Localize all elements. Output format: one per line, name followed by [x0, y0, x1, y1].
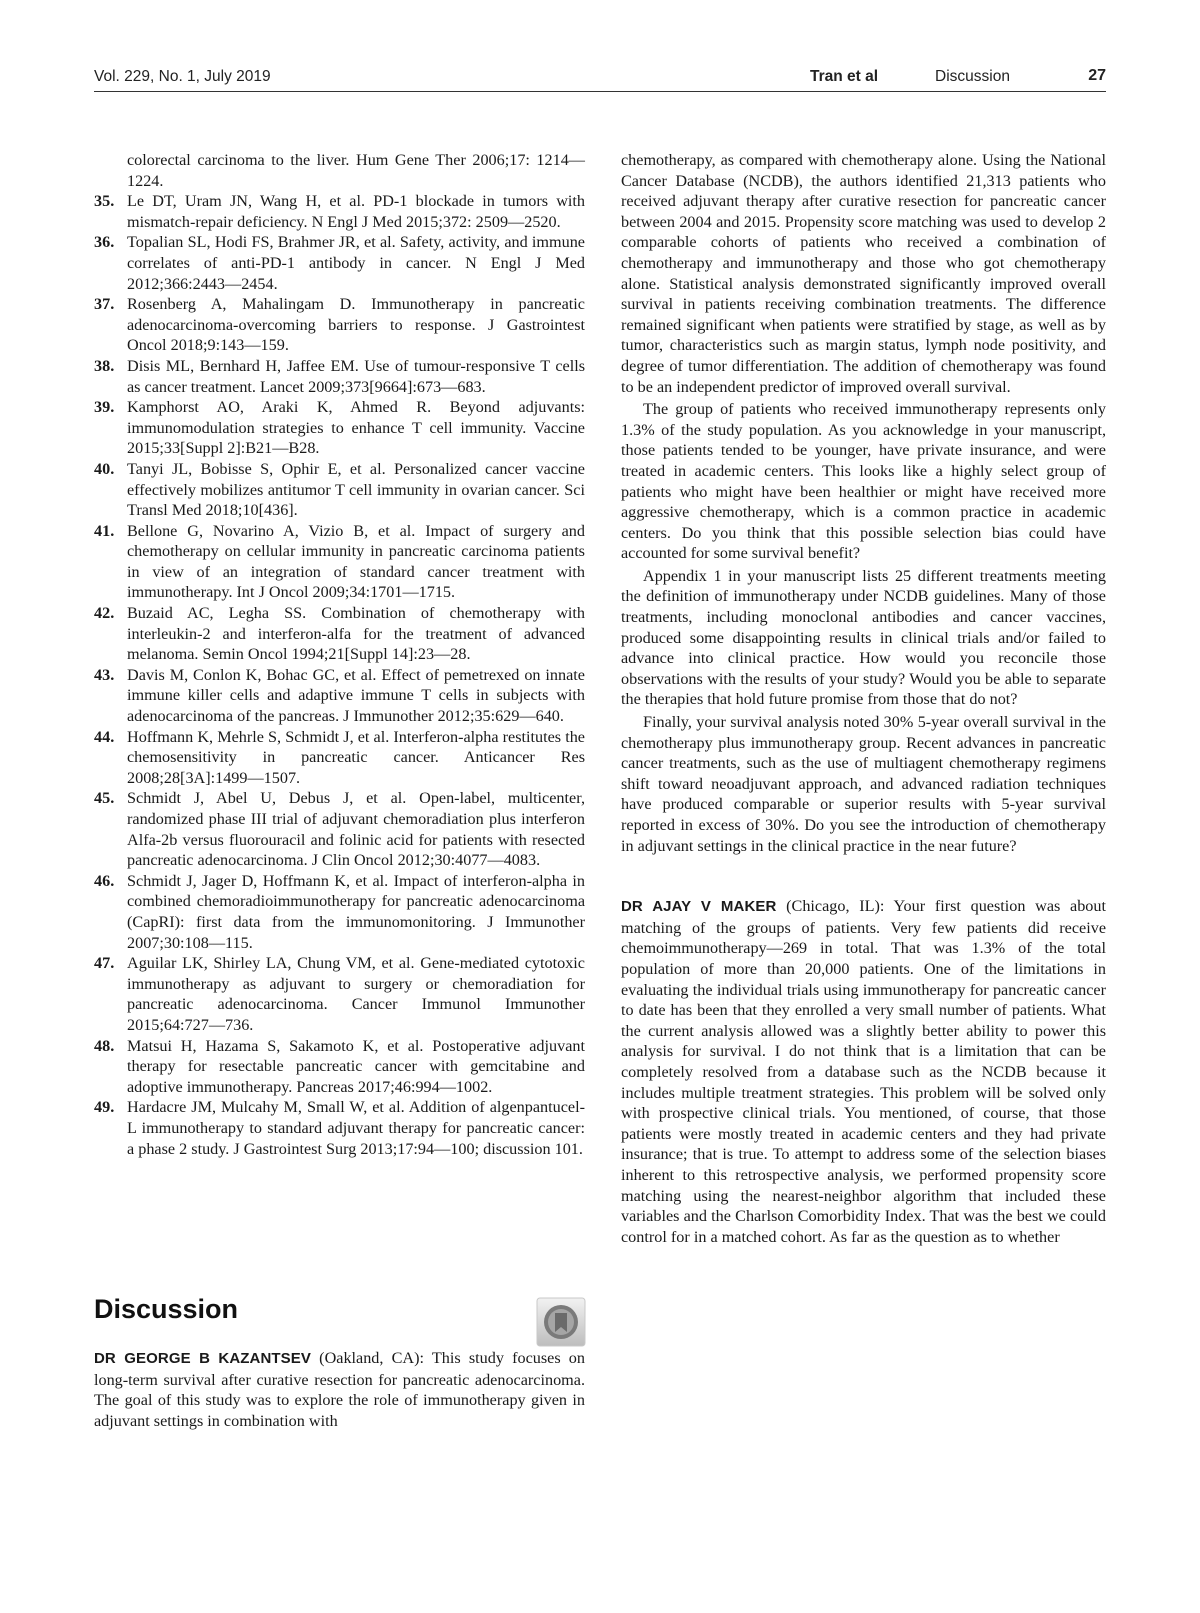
- reference-item: [94, 191, 585, 232]
- running-section: Discussion: [935, 68, 1010, 85]
- speaker-name: DR GEORGE B KAZANTSEV: [94, 1350, 311, 1367]
- reference-number: 35.: [94, 192, 115, 211]
- running-authors: Tran et al: [810, 68, 879, 85]
- discussion-paragraph: chemotherapy, as compared with chemotherapy alone. Using the National Cancer Database (NCDB), the authors identified 21,313 patients who received adjuvant therapy after curative resection for pancreatic cancer between 2004 and 2015. Propensity score matching was used to develop 2 comparable cohorts of patients who received a combination of chemotherapy and immunotherapy and those who got chemotherapy alone. Statistical analysis demonstrated significantly improved overall survival in patients receiving combination treatments. The difference remained significant when patients were stratified by stage, as well as by tumor, characteristics such as margin status, lymph node positivity, and degree of tumor differentiation. The addition of chemotherapy was found to be an independent predictor of improved overall survival.: [621, 151, 1106, 396]
- reference-item: [94, 294, 585, 356]
- reference-number: 40.: [94, 459, 115, 478]
- paragraph-spacer: [621, 856, 1106, 896]
- reference-text: Matsui H, Hazama S, Sakamoto K, et al. Postoperative adjuvant therapy for resectable pancreatic cancer with gemcitabine and adoptive immunotherapy. Pancreas 2017;46:994—1002.: [127, 1036, 585, 1096]
- discussion-paragraph: The group of patients who received immunotherapy represents only 1.3% of the study population. As you acknowledge in your manuscript, those patients tended to be younger, have private insurance, and were treated in academic centers. This looks like a highly select group of patients who might have been healthier or might have received more aggressive chemotherapy, which is a common practice in academic centers. Do you think that this possible selection bias could have accounted for some survival benefit?: [621, 400, 1106, 563]
- reference-text: Hardacre JM, Mulcahy M, Small W, et al. Addition of algenpantucel-L immunotherapy to standard adjuvant therapy for pancreatic cancer: a phase 2 study. J Gastrointest Surg 2013;17:94—100; discussion 101.: [127, 1098, 585, 1158]
- discussion-paragraph: Appendix 1 in your manuscript lists 25 different treatments meeting the definition of immunotherapy under NCDB guidelines. Many of those treatments, including monoclonal antibodies and cancer vaccines, produced some disappointing results in clinical trials and/or failed to advance into clinical practice. How would you reconcile those observations with the results of your study? Would you be able to separate the therapies that hold future promise from those that do not?: [621, 566, 1106, 709]
- reference-number: 45.: [94, 789, 115, 808]
- discussion-right-column: [621, 150, 1106, 1247]
- speaker-name: DR AJAY V MAKER: [621, 898, 777, 916]
- reference-text: Hoffmann K, Mehrle S, Schmidt J, et al. Interferon-alpha restitutes the chemosensitivity in pancreatic cancer. Anticancer Res 2008;28[3A]:1499—1507.: [127, 727, 585, 787]
- reference-number: 36.: [94, 233, 115, 252]
- reference-text: Bellone G, Novarino A, Vizio B, et al. Impact of surgery and chemotherapy on cellular immunity in pancreatic carcinoma patients in view of an integration of standard cancer treatment with immunotherapy. Int J Oncol 2009;34:1701—1715.: [127, 521, 585, 602]
- running-header: [94, 64, 1106, 92]
- reference-item: [94, 603, 585, 665]
- reference-number: 39.: [94, 398, 115, 417]
- reference-item: [94, 356, 585, 397]
- discussion-left-text: [94, 1348, 585, 1431]
- reference-item: [94, 459, 585, 521]
- reference-item: [94, 232, 585, 294]
- speaker-remarks: (Oakland, CA): This study focuses on long-term survival after curative resection for pancreatic adenocarcinoma. The goal of this study was to explore the role of immunotherapy given in adjuvant settings in combination with: [94, 1349, 585, 1430]
- reference-text: Le DT, Uram JN, Wang H, et al. PD-1 blockade in tumors with mismatch-repair deficiency. N Engl J Med 2015;372: 2509—2520.: [127, 192, 585, 231]
- reference-number: 46.: [94, 871, 115, 890]
- speaker-remarks: (Chicago, IL): Your first question was about matching of the groups of patients. Very few patients did receive chemoimmunotherapy—269 in total. That was 1.3% of the total population of more than 20,000 patients. One of the limitations in evaluating the individual trials using immunotherapy for pancreatic cancer to date has been that they enrolled a very small number of patients. What the current analysis allowed was a slightly better ability to power this analysis for survival. I do not think that is a limitation that can be completely resolved from a database such as the NCDB because it includes multiple treatment strategies. This problem will be solved only with prospective clinical trials. You mentioned, of course, that those patients were mostly treated in academic centers and they had private insurance; that is true. To attempt to address some of the selection biases inherent to this retrospective analysis, we performed propensity score matching using the nearest-neighbor algorithm that included these variables and the Charlson Comorbidity Index. That was the best we could control for in a matched cohort. As far as the question as to whether: [621, 897, 1106, 1246]
- reference-text: Disis ML, Bernhard H, Jaffee EM. Use of tumour-responsive T cells as cancer treatment. Lancet 2009;373[9664]:673—683.: [127, 356, 585, 396]
- reference-text: Tanyi JL, Bobisse S, Ophir E, et al. Personalized cancer vaccine effectively mobilizes antitumor T cell immunity in ovarian cancer. Sci Transl Med 2018;10[436].: [127, 459, 585, 520]
- reference-text: Davis M, Conlon K, Bohac GC, et al. Effect of pemetrexed on innate immune killer cells and adaptive immune T cells in subjects with adenocarcinoma of the pancreas. J Immunother 2012;35:629—640.: [127, 665, 585, 726]
- references-column: [94, 150, 585, 1159]
- reference-item: [94, 1097, 585, 1159]
- reference-list: [94, 191, 585, 1159]
- reference-number: 38.: [94, 356, 115, 375]
- reference-text: Buzaid AC, Legha SS. Combination of chemotherapy with interleukin-2 and interferon-alfa for the treatment of advanced melanoma. Semin Oncol 1994;21[Suppl 14]:23—28.: [127, 604, 585, 664]
- reference-item: [94, 1036, 585, 1098]
- reference-item: [94, 953, 585, 1035]
- reference-number: 42.: [94, 604, 115, 623]
- reference-text: Schmidt J, Abel U, Debus J, et al. Open-label, multicenter, randomized phase III trial of adjuvant chemoradiation plus interferon Alfa-2b versus fluorouracil and folinic acid for patients with resected pancreatic adenocarcinoma. J Clin Oncol 2012;30:4077—4083.: [127, 789, 585, 870]
- reference-number: 44.: [94, 727, 115, 746]
- reference-number: 41.: [94, 521, 115, 540]
- reference-item: [94, 788, 585, 870]
- reference-number: 48.: [94, 1036, 115, 1055]
- header-divider: [94, 91, 1106, 92]
- reference-item: [94, 397, 585, 459]
- discussion-paragraph: Finally, your survival analysis noted 30% 5-year overall survival in the chemotherapy plus immunotherapy group. Recent advances in pancreatic cancer treatments, such as the use of multiagent chemotherapy regimens shift toward neoadjuvant approach, and advanced radiation techniques have produced comparable or superior results with 5-year survival reported in excess of 30%. Do you see the introduction of chemotherapy in adjuvant settings in the clinical practice in the near future?: [621, 713, 1106, 855]
- reference-number: 47.: [94, 954, 115, 973]
- reference-item: [94, 871, 585, 953]
- reference-text: Aguilar LK, Shirley LA, Chung VM, et al. Gene-mediated cytotoxic immunotherapy as adjuvant to surgery or chemoradiation for pancreatic adenocarcinoma. Cancer Immunol Immunother 2015;64:727—736.: [127, 954, 585, 1034]
- journal-citation: Vol. 229, No. 1, July 2019: [94, 68, 271, 85]
- reference-text: Rosenberg A, Mahalingam D. Immunotherapy in pancreatic adenocarcinoma-overcoming barriers to response. J Gastrointest Oncol 2018;9:143—159.: [127, 295, 585, 355]
- reference-item: [94, 521, 585, 603]
- reference-text: Schmidt J, Jager D, Hoffmann K, et al. Impact of interferon-alpha in combined chemoradioimmunotherapy for pancreatic adenocarcinoma (CapRI): first data from the immunomonitoring. J Immunother 2007;30:108—115.: [127, 871, 585, 952]
- reference-number: 49.: [94, 1098, 115, 1117]
- crossmark-icon[interactable]: [536, 1297, 586, 1347]
- reference-number: 43.: [94, 665, 115, 684]
- reference-continuation: colorectal carcinoma to the liver. Hum Gene Ther 2006;17: 1214—1224.: [127, 151, 585, 190]
- reference-text: Kamphorst AO, Araki K, Ahmed R. Beyond adjuvants: immunomodulation strategies to enhance T cell immunity. Vaccine 2015;33[Suppl 2]:B21—B28.: [127, 398, 585, 458]
- reference-item: [94, 727, 585, 789]
- reference-text: Topalian SL, Hodi FS, Brahmer JR, et al. Safety, activity, and immune correlates of anti-PD-1 antibody in cancer. N Engl J Med 2012;366:2443—2454.: [127, 233, 585, 293]
- reference-number: 37.: [94, 295, 115, 314]
- discussion-heading: Discussion: [94, 1294, 239, 1324]
- page-number: 27: [1088, 67, 1106, 84]
- reference-item: [94, 665, 585, 727]
